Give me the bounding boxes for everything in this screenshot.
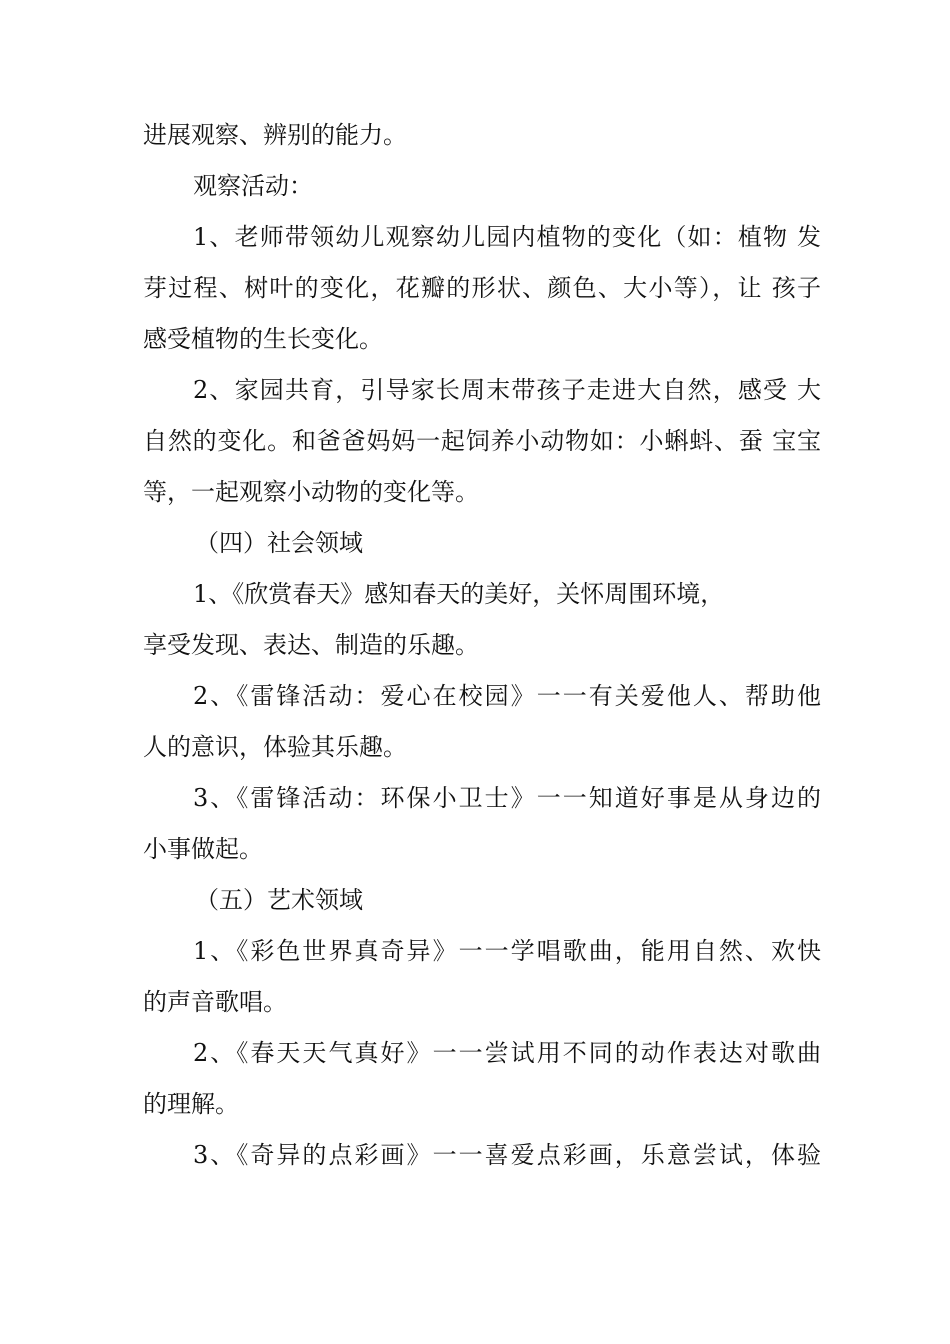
paragraph-line: 1、《欣赏春天》感知春天的美好，关怀周围环境， (193, 580, 725, 608)
paragraph-line: 的声音歌唱。 (143, 988, 287, 1016)
paragraph-line: 的理解。 (143, 1090, 239, 1118)
paragraph-line: 进展观察、辨别的能力。 (143, 121, 407, 149)
paragraph-line: 2、《春天天气真好》一一尝试用不同的动作表达对歌曲 (193, 1039, 821, 1067)
paragraph-line: 3、《奇异的点彩画》一一喜爱点彩画，乐意尝试，体验 (193, 1141, 821, 1169)
document-body (143, 110, 821, 1181)
paragraph-line: 自然的变化。和爸爸妈妈一起饲养小动物如：小蝌蚪、蚕 宝宝 (143, 427, 821, 455)
paragraph-line: 人的意识，体验其乐趣。 (143, 733, 407, 761)
paragraph-line: 芽过程、树叶的变化，花瓣的形状、颜色、大小等），让 孩子 (143, 274, 821, 302)
paragraph-line: 小事做起。 (143, 835, 263, 863)
section-heading-observation: 观察活动： (193, 172, 313, 200)
section-heading-social: （四）社会领域 (195, 529, 363, 557)
paragraph-line: 感受植物的生长变化。 (143, 325, 383, 353)
paragraph-line: 享受发现、表达、制造的乐趣。 (143, 631, 479, 659)
section-heading-art: （五）艺术领域 (195, 886, 363, 914)
paragraph-line: 2、家园共育，引导家长周末带孩子走进大自然，感受 大 (193, 376, 821, 404)
paragraph-line: 1、《彩色世界真奇异》一一学唱歌曲，能用自然、欢快 (193, 937, 821, 965)
paragraph-line: 2、《雷锋活动：爱心在校园》一一有关爱他人、帮助他 (193, 682, 821, 710)
paragraph-line: 等，一起观察小动物的变化等。 (143, 478, 479, 506)
paragraph-line: 1、老师带领幼儿观察幼儿园内植物的变化（如：植物 发 (193, 223, 821, 251)
paragraph-line: 3、《雷锋活动：环保小卫士》一一知道好事是从身边的 (193, 784, 821, 812)
